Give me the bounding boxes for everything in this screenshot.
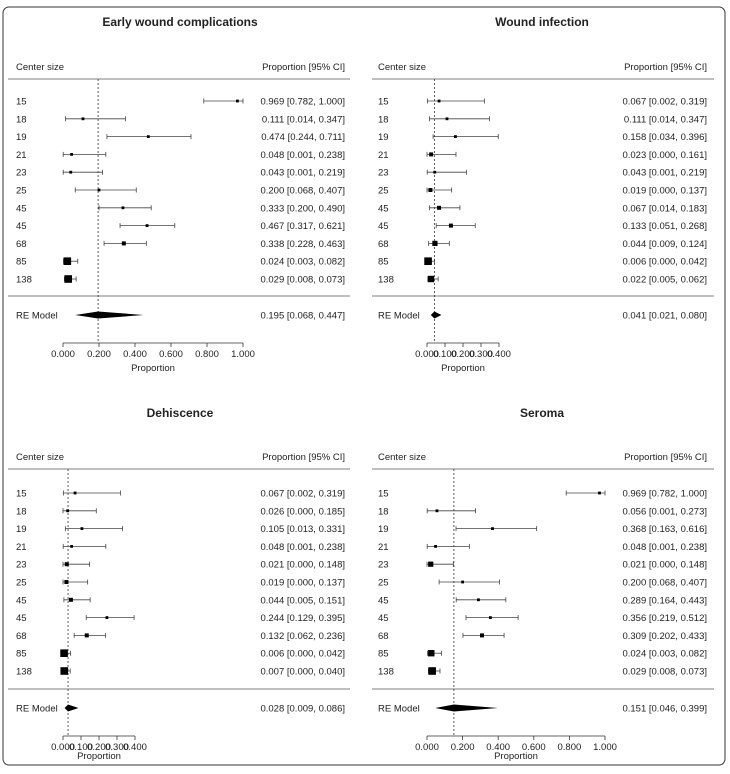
summary-label: RE Model [16, 703, 58, 715]
point-estimate-square [454, 135, 457, 138]
study-label: 15 [378, 96, 389, 108]
study-label: 21 [16, 149, 27, 161]
point-estimate-square [434, 545, 437, 548]
study-estimate-text: 0.056 [0.001, 0.273] [622, 506, 707, 518]
study-label: 19 [378, 132, 389, 144]
study-estimate-text: 0.158 [0.034, 0.396] [622, 132, 707, 144]
point-estimate-square [461, 581, 464, 584]
summary-label: RE Model [16, 310, 58, 322]
study-estimate-text: 0.029 [0.008, 0.073] [622, 666, 707, 678]
study-estimate-text: 0.368 [0.163, 0.616] [622, 524, 707, 536]
x-tick-label: 0.200 [87, 349, 111, 360]
study-estimate-text: 0.019 [0.000, 0.137] [260, 577, 345, 589]
x-tick-label: 0.000 [51, 742, 75, 753]
point-estimate-square [74, 492, 77, 495]
point-estimate-square [428, 276, 434, 282]
x-tick-label: 0.000 [415, 742, 439, 753]
point-estimate-square [66, 509, 69, 512]
study-label: 45 [378, 613, 389, 625]
study-estimate-text: 0.024 [0.003, 0.082] [260, 256, 345, 268]
point-estimate-square [64, 257, 72, 265]
point-estimate-square [81, 527, 84, 530]
x-tick-label: 0.000 [415, 349, 439, 360]
x-tick-label: 0.400 [487, 349, 511, 360]
x-tick-label: 0.100 [433, 349, 457, 360]
point-estimate-square [60, 649, 68, 657]
study-estimate-text: 0.111 [0.014, 0.347] [261, 114, 345, 126]
study-label: 138 [378, 274, 394, 286]
study-label: 138 [16, 666, 32, 678]
study-estimate-text: 0.029 [0.008, 0.073] [260, 274, 345, 286]
point-estimate-square [438, 100, 441, 103]
study-label: 45 [378, 595, 389, 607]
point-estimate-square [236, 100, 239, 103]
study-estimate-text: 0.021 [0.000, 0.148] [622, 559, 707, 571]
point-estimate-square [122, 241, 126, 245]
point-estimate-square [598, 492, 601, 495]
study-label: 45 [378, 221, 389, 233]
study-label: 23 [378, 559, 389, 571]
study-label: 21 [378, 541, 389, 553]
column-header-label: Center size [16, 62, 65, 73]
point-estimate-square [433, 171, 436, 174]
summary-estimate-text: 0.041 [0.021, 0.080] [622, 310, 707, 322]
x-tick-label: 0.600 [159, 349, 183, 360]
study-label: 85 [16, 648, 27, 660]
study-label: 15 [378, 488, 389, 500]
study-estimate-text: 0.289 [0.164, 0.443] [622, 595, 707, 607]
study-estimate-text: 0.022 [0.005, 0.062] [622, 274, 707, 286]
point-estimate-square [147, 135, 150, 138]
column-header-estimate: Proportion [95% CI] [262, 62, 345, 73]
summary-estimate-text: 0.151 [0.046, 0.399] [622, 703, 707, 715]
panel-title: Wound infection [495, 15, 589, 29]
column-header-estimate: Proportion [95% CI] [624, 62, 707, 73]
study-label: 68 [16, 630, 27, 642]
study-label: 25 [378, 577, 389, 589]
point-estimate-square [428, 188, 432, 192]
point-estimate-square [436, 509, 439, 512]
point-estimate-square [60, 667, 68, 675]
study-estimate-text: 0.338 [0.228, 0.463] [260, 238, 345, 250]
x-tick-label: 0.300 [105, 742, 129, 753]
study-label: 18 [378, 114, 389, 126]
point-estimate-square [122, 206, 125, 209]
study-estimate-text: 0.026 [0.000, 0.185] [260, 506, 345, 518]
column-header-estimate: Proportion [95% CI] [262, 452, 345, 463]
study-label: 68 [378, 238, 389, 250]
column-header-label: Center size [16, 452, 65, 463]
study-estimate-text: 0.132 [0.062, 0.236] [260, 630, 345, 642]
x-tick-label: 0.800 [557, 742, 582, 753]
study-estimate-text: 0.067 [0.002, 0.319] [622, 96, 707, 108]
study-estimate-text: 0.021 [0.000, 0.148] [260, 559, 345, 571]
point-estimate-square [82, 117, 85, 120]
point-estimate-square [64, 580, 68, 584]
study-label: 15 [16, 488, 27, 500]
point-estimate-square [70, 545, 73, 548]
point-estimate-square [146, 224, 149, 227]
study-estimate-text: 0.333 [0.200, 0.490] [260, 203, 345, 215]
summary-label: RE Model [378, 310, 420, 322]
study-estimate-text: 0.244 [0.129, 0.395] [260, 613, 345, 625]
study-estimate-text: 0.067 [0.014, 0.183] [622, 203, 707, 215]
study-estimate-text: 0.969 [0.782, 1.000] [622, 488, 707, 500]
point-estimate-square [69, 171, 72, 174]
point-estimate-square [428, 650, 434, 656]
study-label: 85 [378, 648, 389, 660]
point-estimate-square [449, 224, 453, 228]
study-label: 45 [16, 203, 27, 215]
point-estimate-square [65, 562, 69, 566]
study-label: 21 [378, 149, 389, 161]
study-estimate-text: 0.474 [0.244, 0.711] [261, 132, 345, 144]
study-label: 18 [16, 114, 27, 126]
study-label: 85 [378, 256, 389, 268]
study-estimate-text: 0.111 [0.014, 0.347] [623, 114, 707, 126]
study-label: 45 [16, 595, 27, 607]
study-estimate-text: 0.019 [0.000, 0.137] [622, 185, 707, 197]
study-label: 18 [378, 506, 389, 518]
x-axis-label: Proportion [441, 363, 485, 374]
study-label: 19 [16, 132, 27, 144]
x-tick-label: 0.100 [69, 742, 93, 753]
x-tick-label: 0.300 [469, 349, 493, 360]
study-label: 138 [16, 274, 32, 286]
column-header-label: Center size [378, 62, 427, 73]
point-estimate-square [446, 117, 449, 120]
study-label: 45 [16, 613, 27, 625]
study-label: 138 [378, 666, 394, 678]
point-estimate-square [428, 562, 433, 567]
x-tick-label: 0.200 [451, 349, 475, 360]
study-label: 68 [16, 238, 27, 250]
x-tick-label: 0.000 [51, 349, 75, 360]
x-axis-label: Proportion [77, 751, 121, 762]
study-estimate-text: 0.467 [0.317, 0.621] [260, 221, 345, 233]
study-estimate-text: 0.105 [0.013, 0.331] [260, 524, 345, 536]
x-tick-label: 0.600 [521, 742, 546, 753]
point-estimate-square [437, 206, 441, 210]
panel-title: Early wound complications [102, 15, 258, 29]
x-tick-label: 0.200 [87, 742, 111, 753]
study-label: 23 [16, 559, 27, 571]
summary-estimate-text: 0.028 [0.009, 0.086] [260, 703, 345, 715]
point-estimate-square [489, 616, 492, 619]
x-tick-label: 0.400 [123, 742, 147, 753]
point-estimate-square [64, 275, 72, 283]
figure-border [3, 7, 725, 765]
study-label: 25 [16, 577, 27, 589]
point-estimate-square [98, 189, 101, 192]
study-label: 23 [16, 167, 27, 179]
study-estimate-text: 0.048 [0.001, 0.238] [622, 541, 707, 553]
panel-title: Seroma [519, 406, 565, 420]
column-header-label: Center size [378, 452, 427, 463]
study-estimate-text: 0.006 [0.000, 0.042] [622, 256, 707, 268]
study-label: 19 [378, 524, 389, 536]
x-axis-label: Proportion [131, 363, 175, 374]
study-label: 85 [16, 256, 27, 268]
point-estimate-square [424, 257, 432, 265]
study-label: 25 [16, 185, 27, 197]
study-label: 25 [378, 185, 389, 197]
study-label: 68 [378, 630, 389, 642]
study-estimate-text: 0.133 [0.051, 0.268] [622, 221, 707, 233]
summary-estimate-text: 0.195 [0.068, 0.447] [260, 310, 345, 322]
x-tick-label: 0.200 [450, 742, 475, 753]
point-estimate-square [106, 616, 109, 619]
study-label: 15 [16, 96, 27, 108]
point-estimate-square [480, 633, 484, 637]
study-estimate-text: 0.048 [0.001, 0.238] [260, 541, 345, 553]
point-estimate-square [432, 241, 437, 246]
study-estimate-text: 0.023 [0.000, 0.161] [622, 149, 707, 161]
study-estimate-text: 0.200 [0.068, 0.407] [622, 577, 707, 589]
study-estimate-text: 0.309 [0.202, 0.433] [622, 630, 707, 642]
x-axis-label: Proportion [494, 751, 538, 762]
study-estimate-text: 0.969 [0.782, 1.000] [260, 96, 345, 108]
study-estimate-text: 0.048 [0.001, 0.238] [260, 149, 345, 161]
panel-title: Dehiscence [146, 406, 214, 420]
x-tick-label: 0.400 [486, 742, 511, 753]
study-label: 45 [378, 203, 389, 215]
study-label: 23 [378, 167, 389, 179]
column-header-estimate: Proportion [95% CI] [624, 452, 707, 463]
study-estimate-text: 0.006 [0.000, 0.042] [260, 648, 345, 660]
point-estimate-square [70, 153, 73, 156]
study-estimate-text: 0.043 [0.001, 0.219] [622, 167, 707, 179]
study-estimate-text: 0.356 [0.219, 0.512] [622, 613, 707, 625]
point-estimate-square [428, 667, 436, 675]
x-tick-label: 1.000 [593, 742, 617, 753]
study-estimate-text: 0.200 [0.068, 0.407] [260, 185, 345, 197]
point-estimate-square [85, 633, 89, 637]
x-tick-label: 0.400 [123, 349, 147, 360]
study-label: 19 [16, 524, 27, 536]
study-estimate-text: 0.067 [0.002, 0.319] [260, 488, 345, 500]
study-estimate-text: 0.007 [0.000, 0.040] [260, 666, 345, 678]
study-label: 21 [16, 541, 27, 553]
point-estimate-square [477, 598, 480, 601]
study-estimate-text: 0.044 [0.005, 0.151] [260, 595, 345, 607]
study-estimate-text: 0.043 [0.001, 0.219] [260, 167, 345, 179]
study-label: 18 [16, 506, 27, 518]
x-tick-label: 0.800 [195, 349, 219, 360]
summary-label: RE Model [378, 703, 420, 715]
point-estimate-square [429, 152, 433, 156]
x-tick-label: 1.000 [231, 349, 255, 360]
study-label: 45 [16, 221, 27, 233]
study-estimate-text: 0.024 [0.003, 0.082] [622, 648, 707, 660]
point-estimate-square [491, 527, 494, 530]
point-estimate-square [69, 598, 73, 602]
study-estimate-text: 0.044 [0.009, 0.124] [622, 238, 707, 250]
